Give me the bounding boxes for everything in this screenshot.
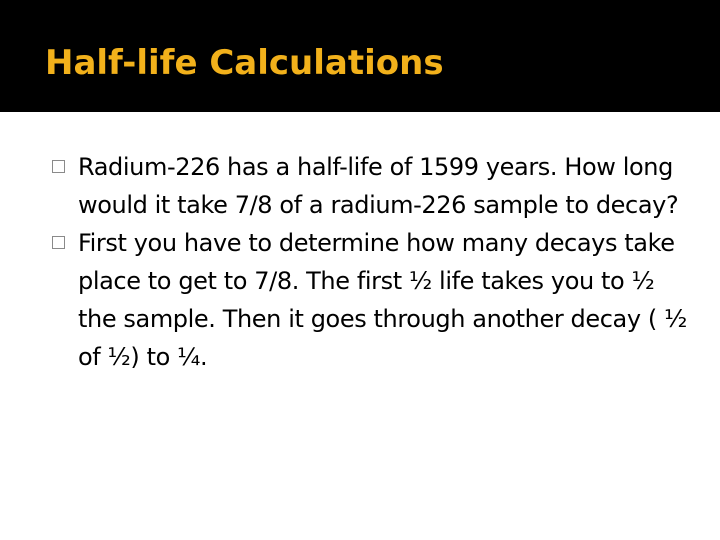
hollow-square-bullet-icon — [52, 236, 65, 249]
bullet-list — [52, 148, 692, 376]
title-bar — [0, 0, 720, 112]
slide-title: Half-life Calculations — [45, 43, 444, 83]
bullet-item — [52, 148, 692, 224]
hollow-square-bullet-icon — [52, 160, 65, 173]
bullet-text: Radium-226 has a half-life of 1599 years. How long would it take 7/8 of a radium-226 sample to decay? — [78, 153, 679, 219]
bullet-item — [52, 224, 692, 376]
bullet-text: First you have to determine how many decays take place to get to 7/8. The first ½ life takes you to ½ the sample. Then it goes through another decay ( ½ of ½) to ¼. — [78, 229, 687, 371]
